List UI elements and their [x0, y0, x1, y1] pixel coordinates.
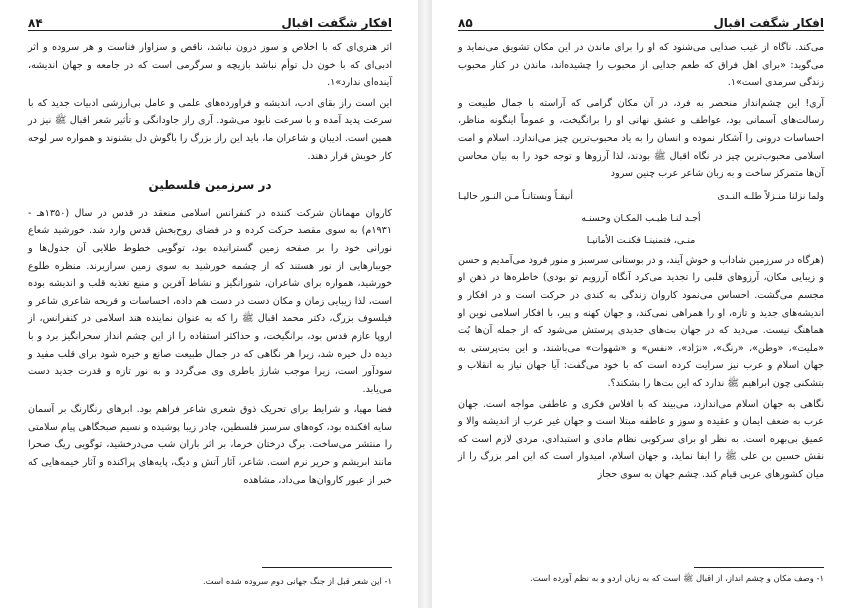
left-page-number: ۸۴	[28, 16, 43, 30]
section-title: در سرزمین فلسطین	[148, 178, 272, 193]
left-footnote-rule	[262, 567, 392, 568]
right-page	[432, 0, 850, 608]
left-footnote: ۱- این شعر قبل از جنگ جهانی دوم سروده شده است.	[203, 576, 392, 586]
poem-line-1-first-hemistich: ولما نزلنا منـزلاً طلـه النـدى	[717, 190, 824, 202]
right-page-header	[458, 6, 824, 31]
right-footnote-rule	[694, 567, 824, 568]
right-paragraph-2: آری! این چشم‌انداز منحصر به فرد، در آن مکان گرامی که آراسته با جمال طبیعت و رسالت‌های آسمانی بود، عواطف و عشق نهانی او را برانگیخت، و عموماً اینگونه مناظر، احساسات درونی را آشکار نموده و انسان را به یاد محبوب‌ترین چیز می‌اندازد. اسلام و امت اسلامی محبوب‌ترین چیز در نگاه اقبال ﷺ بودند، لذا آرزوها و توجه خود را به بیان محاسن آن‌ها متمرکز ساخت و به زبان شاعر عرب چنین سرود	[458, 97, 824, 180]
poem-line-3: منـى، فتمنينـا فكنـت الأمانيـا	[586, 234, 696, 246]
right-footnote: ۱- وصف مکان و چشم انداز، از اقبال ﷺ است که به زبان اردو و به نظم آورده است.	[530, 573, 824, 583]
right-paragraph-3: (هرگاه در سرزمین شاداب و خوش آیند، و در بوستانی سرسبز و منور فرود می‌آمدیم و حسن و زیبایی مکان، آرزوهای قلبی را تجدید می‌کرد آنگاه آرزویم تو بودی) خاطره‌ها در ذهن او مجسم می‌گشت. احساس می‌نمود کاروان زندگی به کندی در حرکت است و در افکار و اندیشه‌های جدید و تازه، او را همراهی نمی‌کند، و جهان کهنه و پیر، با افکار اسلامی نوین او هماهنگ نیست. می‌دید که در جهان بت‌های جدیدی پرستش می‌شود که از جمله آن‌ها بُت «ملیت»، «وطن»، «رنگ»، «نژاد»، «نفس» و «شهوات» می‌باشند، و این بت‌پرستی به جهان اسلام و عرب نیز سرایت کرده است که با خود می‌گفت: آیا جهان نیاز به انقلاب و بتشکنی چون ابراهیم ﷺ ندارد که این بت‌ها را بشکند؟.	[458, 254, 824, 389]
left-page-body	[28, 39, 392, 489]
right-page-body	[458, 39, 824, 483]
arabic-poem	[458, 186, 824, 252]
left-section-paragraph-2: فضا مهیا، و شرایط برای تحریک ذوق شعری شاعر فراهم بود. ابرهای رنگارنگ بر آسمان سایه افکنده بود، کوه‌های سرسبز فلسطین، چادر زیبا پوشیده و نسیم صبحگاهی پیام سلامتی را منتشر می‌ساخت. برگ درختان خرما، بر اثر باران شب می‌درخشید، توگویی ریگ صحرا مانند ابریشم و حریر نرم است. شاعر، آثار آتش و دیگ، پایه‌های پراکنده و آثار خیمه‌هایی که خبر از عبور کاروان‌ها می‌داد، مشاهده	[28, 404, 392, 486]
left-page	[0, 0, 418, 608]
left-page-header	[28, 6, 392, 31]
left-section-paragraph-1: کاروان مهمانان شرکت کننده در کنفرانس اسلامی منعقد در قدس در سال (۱۳۵۰هـ - ۱۹۳۱م) به سوی مقصد حرکت کرده و در فضای روح‌بخش قدس وارد شد. خورشید شعاع نورانی خود را بر صفحه زمین گسترانیده بود، توگویی خطوط طلایی آن جدول‌ها و جویبارهایی از نور هستند که از چشمه خورشید به سوی زمین سرازیرند. منظره طلوع خورشید، همواره برای شاعران، شورانگیز و نشاط آفرین و منبع تغذیه قلب و اندیشه بوده است، لذا زیبایی زمان و مکان دست در دست هم داده، احساسات و قریحه شاعری شاعر و فیلسوف بزرگ، دکتر محمد اقبال ﷺ را که به عنوان نماینده هند اسلامی در کنفرانس، از اروپا عازم قدس بود، برانگیخت، و حداکثر استفاده را از این چشم انداز سحرانگیز برد و با دیده دل خیره شد، زیرا هر نگاهی که در جمال طبیعت صانع و خیره شود برای قلب مفید و سودآور است، زیرا موجب شارژ باطری وی می‌گردد و به نور تازه و قدرت جدید دست می‌یابد.	[28, 207, 392, 395]
right-paragraph-1: می‌کند. ناگاه از غیب صدایی می‌شنود که او را برای ماندن در این مکان تشویق می‌نماید و می‌گوید: «برای اهل فراق که طعم جدایی از محبوب را چشیده‌اند، ماندن در کنار محبوب زندگی سرمدی است»۱.	[458, 42, 824, 89]
poem-line-1	[458, 186, 824, 208]
left-header-title: افکار شگفت اقبال	[281, 16, 392, 30]
right-page-number: ۸۵	[458, 16, 473, 30]
left-paragraph-1: اثر هنری‌ای که با اخلاص و سوز درون نباشد، ناقص و سزاوار فناست و هر سروده و اثر ادبی‌ای که با خون دل توأم نباشد بازیچه و سرگرمی است که در جامعه و جهان اندیشه، آینده‌ای ندارد»۱.	[28, 42, 392, 89]
right-header-title: افکار شگفت اقبال	[713, 16, 824, 30]
left-paragraph-2: این است راز بقای ادب، اندیشه و فراورده‌های علمی و عامل بی‌ارزشی ادبیات جدید که با سرعت پدید آمده و با سرعت نابود می‌شود. آری راز جاودانگی و تأثیر شعر اقبال ﷺ نیز در همین است. ادیبان و شاعران ما، باید این راز بزرگ را باگوش دل بشنوند و همواره سر لوحه کار خویش قرار دهند.	[28, 97, 392, 162]
poem-line-2: أجـد لنـا طيـب المكـان وحسنـه	[581, 212, 701, 224]
right-paragraph-4: نگاهی به جهان اسلام می‌اندازد، می‌بیند که با افلاس فکری و عاطفی مواجه است. جهان عرب به ضعف ایمان و عقیده و سوز و عاطفه مبتلا است و جهان غیر عرب از اندیشه والا و عمیق بی‌بهره است. به نظر او برای سرکوبی نظام مادی و استبدادی، مردی لازم است که نقش حسین بن علی ﷺ را ایفا نماید، و جهان اسلام، امیدوار است که این امر بزرگ را از میان کشورهای عربی قیام کند. چشم جهان به سوی حجاز	[458, 398, 824, 480]
poem-line-1-second-hemistich: أنيقـاً وبستانـاً مـن النـور حاليـا	[458, 190, 573, 202]
book-gutter	[418, 0, 432, 608]
